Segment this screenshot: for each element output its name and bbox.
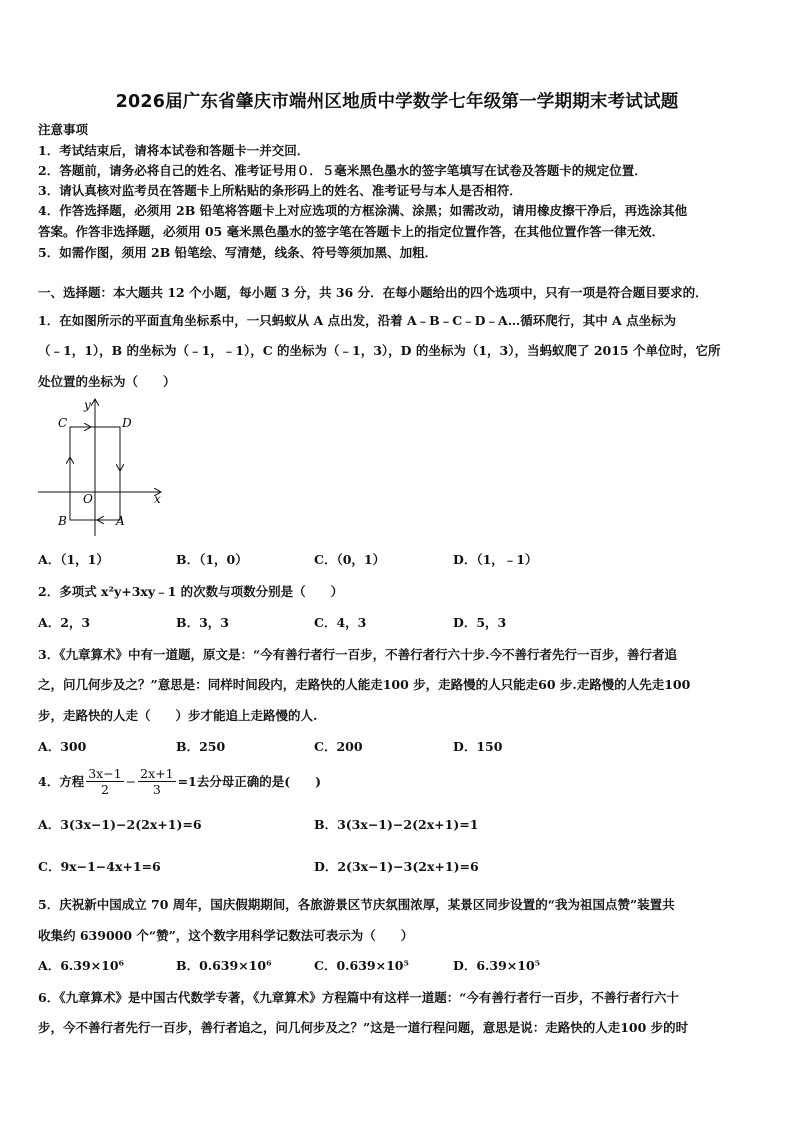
q5-line-1: 5．庆祝新中国成立 70 周年，国庆假期期间，各旅游景区节庆氛围浓厚，某景区同步设置的“我为祖国点赞”装置共 xyxy=(38,897,675,912)
q4-option-b[interactable]: B．3(3x−1)−2(2x+1)=1 xyxy=(314,817,479,832)
q5-option-b[interactable]: B．0.639×10⁶ xyxy=(176,958,272,973)
note-item-4: 4．作答选择题，必须用 2B 铅笔将答题卡上对应选项的方框涂满、涂黑；如需改动，请用橡皮擦干净后，再选涂其他 xyxy=(38,203,688,218)
label-d: D xyxy=(122,416,132,430)
note-item-3: 3．请认真核对监考员在答题卡上所粘贴的条形码上的姓名、准考证号与本人是否相符． xyxy=(38,183,522,198)
q3-option-a[interactable]: A．300 xyxy=(38,739,87,754)
q5-option-c[interactable]: C．0.639×10⁵ xyxy=(314,958,409,973)
q3-line-3: 步，走路快的人走（ ）步才能追上走路慢的人. xyxy=(38,708,318,723)
label-y: y xyxy=(84,398,91,412)
q3-option-d[interactable]: D．150 xyxy=(453,739,503,754)
q4-option-a[interactable]: A．3(3x−1)−2(2x+1)=6 xyxy=(38,817,202,832)
q2-option-d[interactable]: D．5，3 xyxy=(453,615,507,630)
q1-option-d[interactable]: D．（1，﹣1） xyxy=(453,552,538,567)
q1-option-a[interactable]: A．（1，1） xyxy=(38,552,109,567)
label-origin: O xyxy=(83,492,93,506)
q3-line-1: 3．《九章算术》中有一道题，原文是：“今有善行者行一百步，不善行者行六十步.今不善行者先行一百步，善行者追 xyxy=(38,647,677,662)
q4-minus: − xyxy=(125,773,137,789)
q3-line-2: 之，问几何步及之？”意思是：同样时间段内，走路快的人能走100 步，走路慢的人只能走60 步.走路慢的人先走100 xyxy=(38,677,691,692)
q3-option-c[interactable]: C．200 xyxy=(314,739,363,754)
q1-coordinate-figure xyxy=(36,396,176,542)
section-heading: 一、选择题：本大题共 12 个小题，每小题 3 分，共 36 分．在每小题给出的四个选项中，只有一项是符合题目要求的． xyxy=(38,285,708,300)
q4-prefix: 4．方程 xyxy=(38,773,85,789)
q4-option-d[interactable]: D．2(3x−1)−3(2x+1)=6 xyxy=(314,859,479,874)
q1-line-1: 1．在如图所示的平面直角坐标系中，一只蚂蚁从 A 点出发，沿着 A﹣B﹣C﹣D﹣A…循环爬行，其中 A 点坐标为 xyxy=(38,313,677,328)
q4-fraction-1 xyxy=(86,766,123,797)
label-x: x xyxy=(154,492,161,506)
q1-line-3: 处位置的坐标为（ ） xyxy=(38,374,176,389)
label-b: B xyxy=(58,514,67,528)
q1-option-c[interactable]: C．（0，1） xyxy=(314,552,386,567)
q3-option-b[interactable]: B．250 xyxy=(176,739,226,754)
q1-option-b[interactable]: B．（1，0） xyxy=(176,552,248,567)
q5-option-d[interactable]: D．6.39×10⁵ xyxy=(453,958,541,973)
notes-heading: 注意事项 xyxy=(38,122,89,137)
page-title: 2026届广东省肇庆市端州区地质中学数学七年级第一学期期末考试试题 xyxy=(115,92,679,112)
label-c: C xyxy=(58,416,68,430)
q2-option-a[interactable]: A．2，3 xyxy=(38,615,91,630)
q5-option-a[interactable]: A．6.39×10⁶ xyxy=(38,958,124,973)
q2-option-c[interactable]: C．4，3 xyxy=(314,615,367,630)
q4-fraction-2-denominator: 3 xyxy=(152,782,161,797)
note-item-2: 2．答题前，请务必将自己的姓名、准考证号用０．５毫米黑色墨水的签字笔填写在试卷及答题卡的规定位置． xyxy=(38,163,647,178)
q6-line-2: 步，今不善行者先行一百步，善行者追之，问几何步及之？”这是一道行程问题，意思是说：走路快的人走100 步的时 xyxy=(38,1020,689,1035)
label-a: A xyxy=(116,514,125,528)
q4-stem xyxy=(38,766,321,797)
q2-option-b[interactable]: B．3，3 xyxy=(176,615,229,630)
note-item-1: 1．考试结束后，请将本试卷和答题卡一并交回． xyxy=(38,143,310,158)
q4-suffix: =1去分母正确的是( ) xyxy=(177,773,322,789)
note-item-4-cont: 答案。作答非选择题，必须用 05 毫米黑色墨水的签字笔在答题卡上的指定位置作答，在其他位置作答一律无效． xyxy=(38,224,665,239)
q6-line-1: 6．《九章算术》是中国古代数学专著，《九章算术》方程篇中有这样一道题：“今有善行者行一百步，不善行者行六十 xyxy=(38,990,679,1005)
q5-line-2: 收集约 639000 个“赞”，这个数字用科学记数法可表示为（ ） xyxy=(38,928,414,943)
q4-fraction-1-denominator: 2 xyxy=(100,782,109,797)
q4-option-c[interactable]: C．9x−1−4x+1=6 xyxy=(38,859,161,874)
q1-line-2: （﹣1，1），B 的坐标为（﹣1，﹣1），C 的坐标为（﹣1，3），D 的坐标为（1，3），当蚂蚁爬了 2015 个单位时，它所 xyxy=(38,343,721,358)
note-item-5: 5．如需作图，须用 2B 铅笔绘、写清楚，线条、符号等须加黑、加粗． xyxy=(38,245,438,260)
q4-fraction-2-numerator: 2x+1 xyxy=(140,766,174,781)
q4-fraction-2 xyxy=(138,766,175,797)
q2-stem: 2．多项式 x²y+3xy﹣1 的次数与项数分别是（ ） xyxy=(38,584,344,599)
q4-fraction-1-numerator: 3x−1 xyxy=(88,766,122,781)
